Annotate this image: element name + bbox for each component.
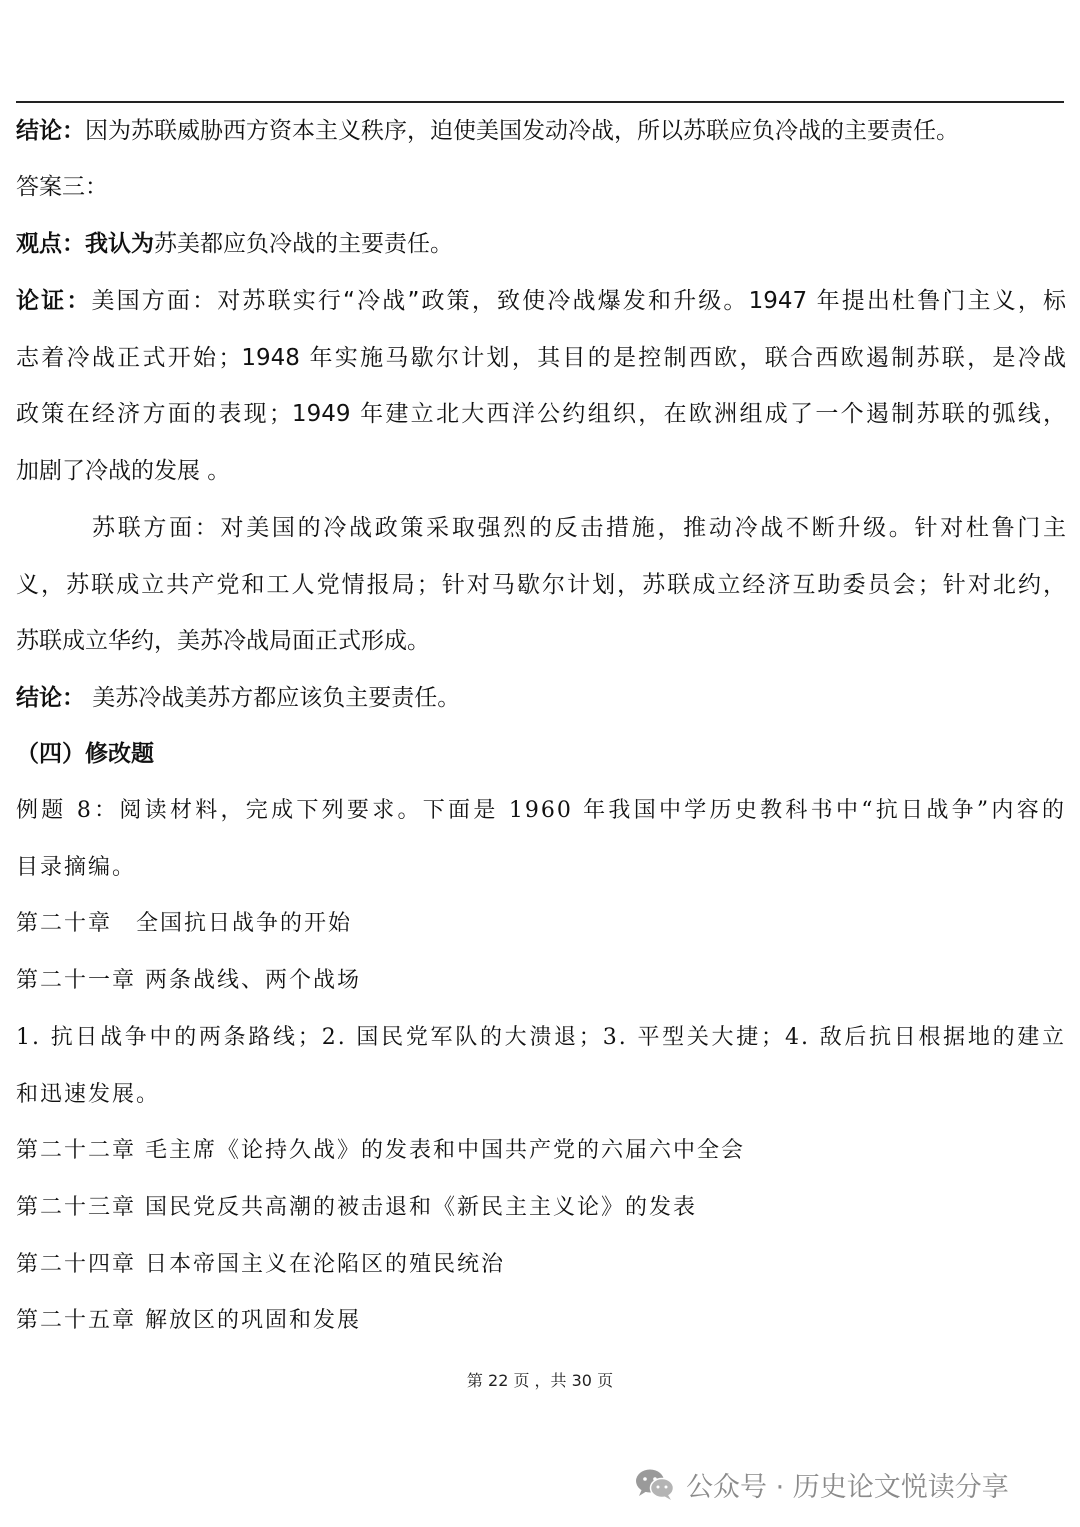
viewpoint-bold-text: 我认为: [85, 231, 154, 257]
chapter-21: 第二十一章 两条战线、两个战场: [16, 968, 361, 993]
conclusion-three-line: [16, 680, 1066, 716]
argument-text-1: 美国方面：对苏联实行“冷战”政策，致使冷战爆发和升级。1947 年提出杜鲁门主义，标: [91, 288, 1066, 314]
viewpoint-label: 观点：: [16, 231, 85, 257]
argument-line-1: [16, 283, 1066, 319]
chapter-22: 第二十二章 毛主席《论持久战》的发表和中国共产党的六届六中全会: [16, 1138, 745, 1163]
chapter-23: 第二十三章 国民党反共高潮的被击退和《新民主主义论》的发表: [16, 1195, 697, 1220]
argument-line-2: 志着冷战正式开始；1948 年实施马歇尔计划，其目的是控制西欧，联合西欧遏制苏联，是冷战: [16, 345, 1066, 371]
argument-line-4: 加剧了冷战的发展 。: [16, 458, 231, 484]
soviet-line-1: 苏联方面：对美国的冷战政策采取强烈的反击措施，推动冷战不断升级。针对杜鲁门主: [92, 515, 1066, 541]
conclusion-label: 结论：: [16, 118, 85, 144]
conclusion-three-label: 结论：: [16, 685, 85, 711]
example-line-2: 目录摘编。: [16, 855, 137, 880]
conclusion-text: 因为苏联威胁西方资本主义秩序，迫使美国发动冷战，所以苏联应负冷战的主要责任。: [85, 118, 959, 144]
chapter-24: 第二十四章 日本帝国主义在沦陷区的殖民统治: [16, 1252, 505, 1277]
viewpoint-text: 苏美都应负冷战的主要责任。: [154, 231, 453, 257]
answer-three-heading: 答案三：: [16, 174, 108, 200]
argument-label: 论证：: [16, 288, 92, 314]
conclusion-line: [16, 113, 1066, 149]
chapter-21-items-2: 和迅速发展。: [16, 1082, 161, 1107]
example-line-1: 例题 8：阅读材料，完成下列要求。下面是 1960 年我国中学历史教科书中“抗日战争”内容的: [16, 798, 1066, 823]
chapter-25: 第二十五章 解放区的巩固和发展: [16, 1308, 361, 1333]
chapter-20: 第二十章 全国抗日战争的开始: [16, 911, 353, 936]
soviet-line-3: 苏联成立华约，美苏冷战局面正式形成。: [16, 628, 430, 654]
wechat-icon: [634, 1467, 676, 1501]
soviet-line-2: 义，苏联成立共产党和工人党情报局；针对马歇尔计划，苏联成立经济互助委员会；针对北约，: [16, 572, 1066, 598]
header-rule: [16, 101, 1064, 103]
watermark-text: 公众号 · 历史论文悦读分享: [686, 1471, 1009, 1503]
watermark: [634, 1462, 1009, 1506]
page-footer: 第 22 页 ，共 30 页: [466, 1371, 614, 1390]
argument-line-3: 政策在经济方面的表现；1949 年建立北大西洋公约组织，在欧洲组成了一个遏制苏联的弧线，: [16, 401, 1066, 427]
viewpoint-line: [16, 226, 1066, 262]
conclusion-three-text: 美苏冷战美苏方都应该负主要责任。: [85, 685, 461, 711]
section-title: （四）修改题: [16, 741, 154, 767]
chapter-21-items-1: 1. 抗日战争中的两条路线；2. 国民党军队的大溃退；3. 平型关大捷；4. 敌后抗日根据地的建立: [16, 1025, 1066, 1050]
